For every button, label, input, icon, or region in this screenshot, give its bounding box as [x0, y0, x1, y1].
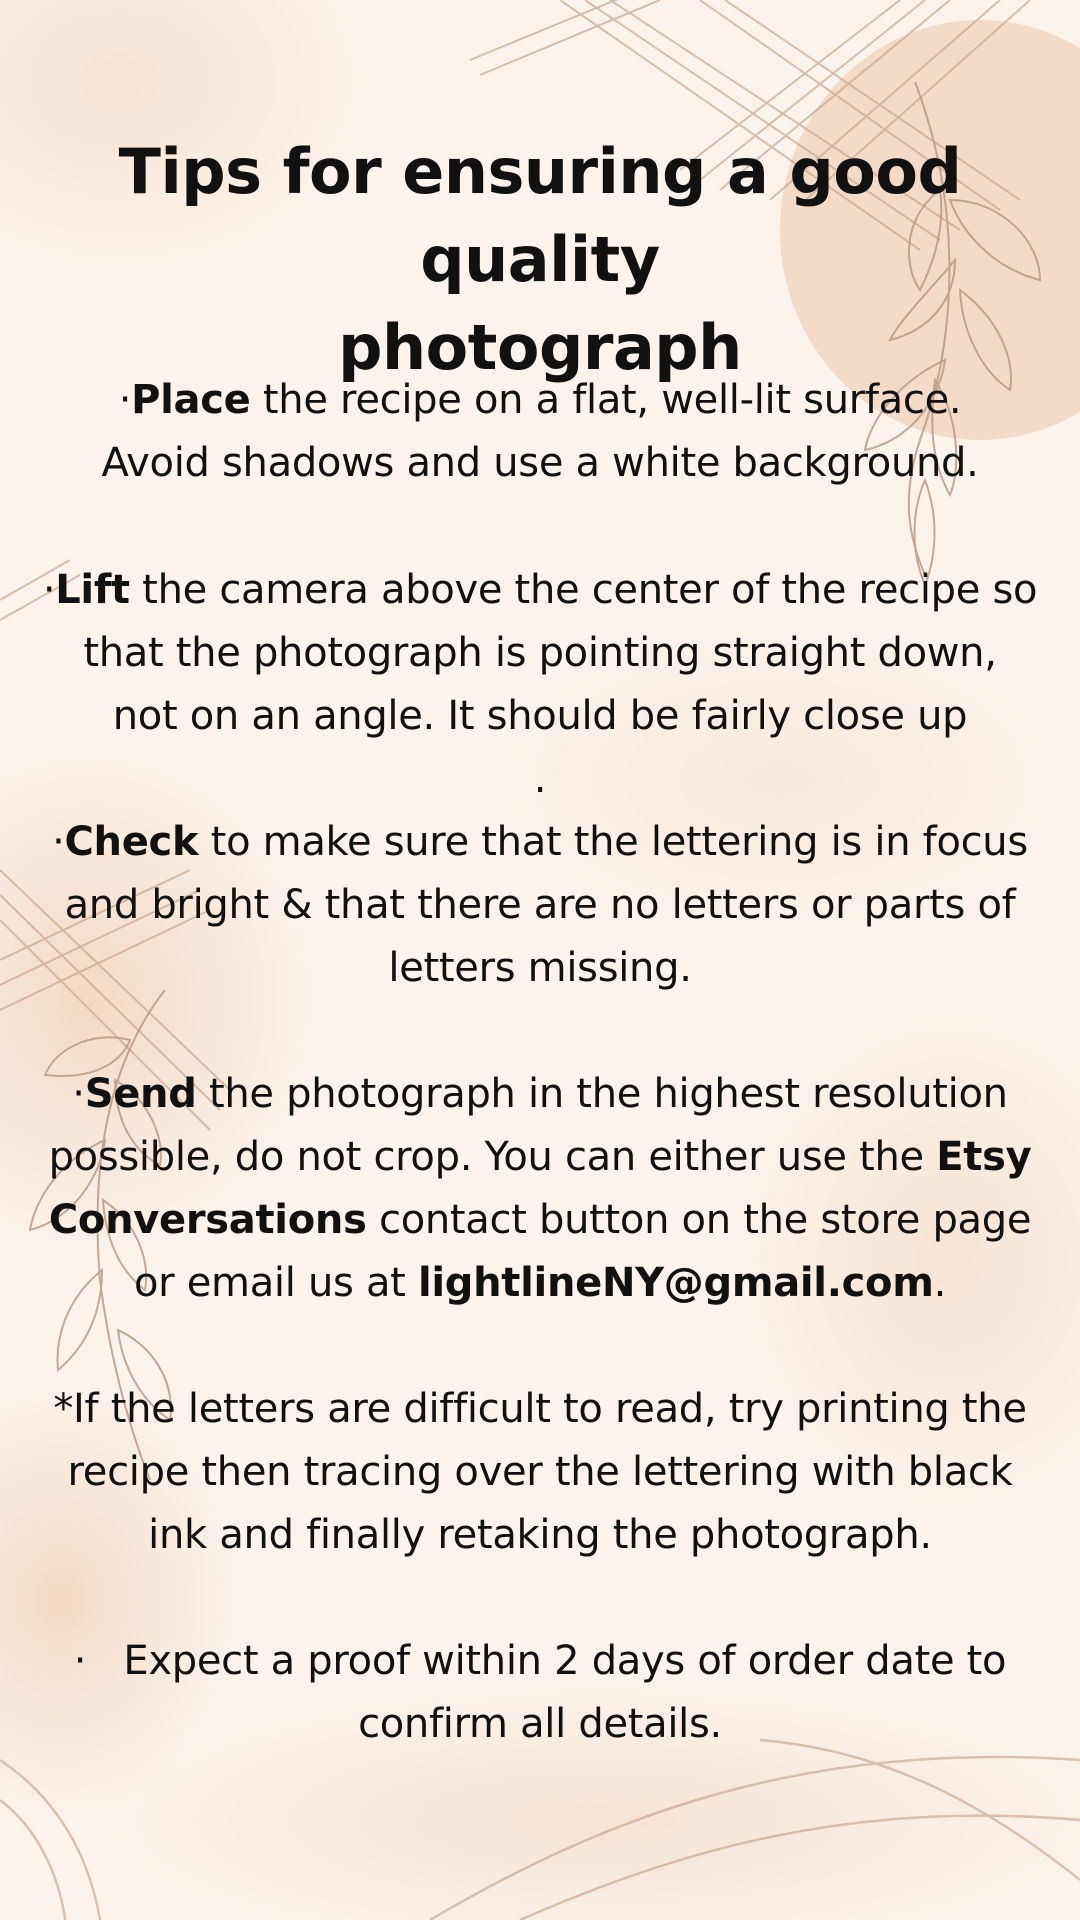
bullet: ·	[42, 567, 56, 613]
tip-note-line-3: ink and finally retaking the photograph.	[148, 1512, 932, 1558]
etsy-label: Etsy	[936, 1134, 1032, 1180]
tip-lift-line-3: not on an angle. It should be fairly close up	[112, 693, 968, 739]
tip-place-line-1: the recipe on a flat, well-lit surface.	[250, 377, 962, 423]
tip-send-line-2: possible, do not crop. You can either use the	[48, 1134, 937, 1180]
bullet: ·	[118, 377, 132, 423]
tip-send-line-1: the photograph in the highest resolution	[196, 1071, 1008, 1117]
tip-proof-line-1: Expect a proof within 2 days of order date to	[123, 1638, 1007, 1684]
tip-lift-line-4: .	[533, 756, 547, 802]
tip-place	[0, 369, 1080, 495]
tip-lift	[0, 559, 1080, 811]
tip-note	[0, 1378, 1080, 1567]
tip-send-line-4: or email us at	[133, 1260, 418, 1306]
tip-lift-line-2: that the photograph is pointing straight down,	[83, 630, 997, 676]
tip-note-line-2: recipe then tracing over the lettering with black	[67, 1449, 1013, 1495]
tip-note-line-1: *If the letters are difficult to read, try printing the	[53, 1386, 1027, 1432]
conversations-label: Conversations	[48, 1197, 367, 1243]
bullet: ·	[52, 819, 65, 865]
tip-send-line-3: contact button on the store page	[366, 1197, 1032, 1243]
tip-lift-line-1: the camera above the center of the recipe so	[129, 567, 1038, 613]
tip-place-keyword: Place	[131, 377, 251, 423]
tip-send-line-4-end: .	[933, 1260, 947, 1306]
title-line-2: photograph	[338, 311, 742, 384]
tip-place-line-2: Avoid shadows and use a white background.	[101, 440, 979, 486]
tip-send	[0, 1063, 1080, 1315]
tip-proof	[0, 1630, 1080, 1756]
tip-proof-line-2: confirm all details.	[358, 1701, 722, 1747]
tip-check-keyword: Check	[64, 819, 199, 865]
bullet: ·	[73, 1638, 87, 1684]
tip-check-line-2: and bright & that there are no letters or parts of	[64, 882, 1016, 928]
bullet: ·	[72, 1071, 85, 1117]
tip-send-keyword: Send	[84, 1071, 197, 1117]
tip-check-line-3: letters missing.	[388, 945, 692, 991]
title-line-1: Tips for ensuring a good quality	[118, 135, 962, 296]
tip-check	[0, 811, 1080, 1000]
tip-check-line-1: to make sure that the lettering is in focus	[198, 819, 1028, 865]
page-title	[0, 128, 1080, 392]
tip-lift-keyword: Lift	[55, 567, 130, 613]
contact-email: lightlineNY@gmail.com	[417, 1260, 934, 1306]
